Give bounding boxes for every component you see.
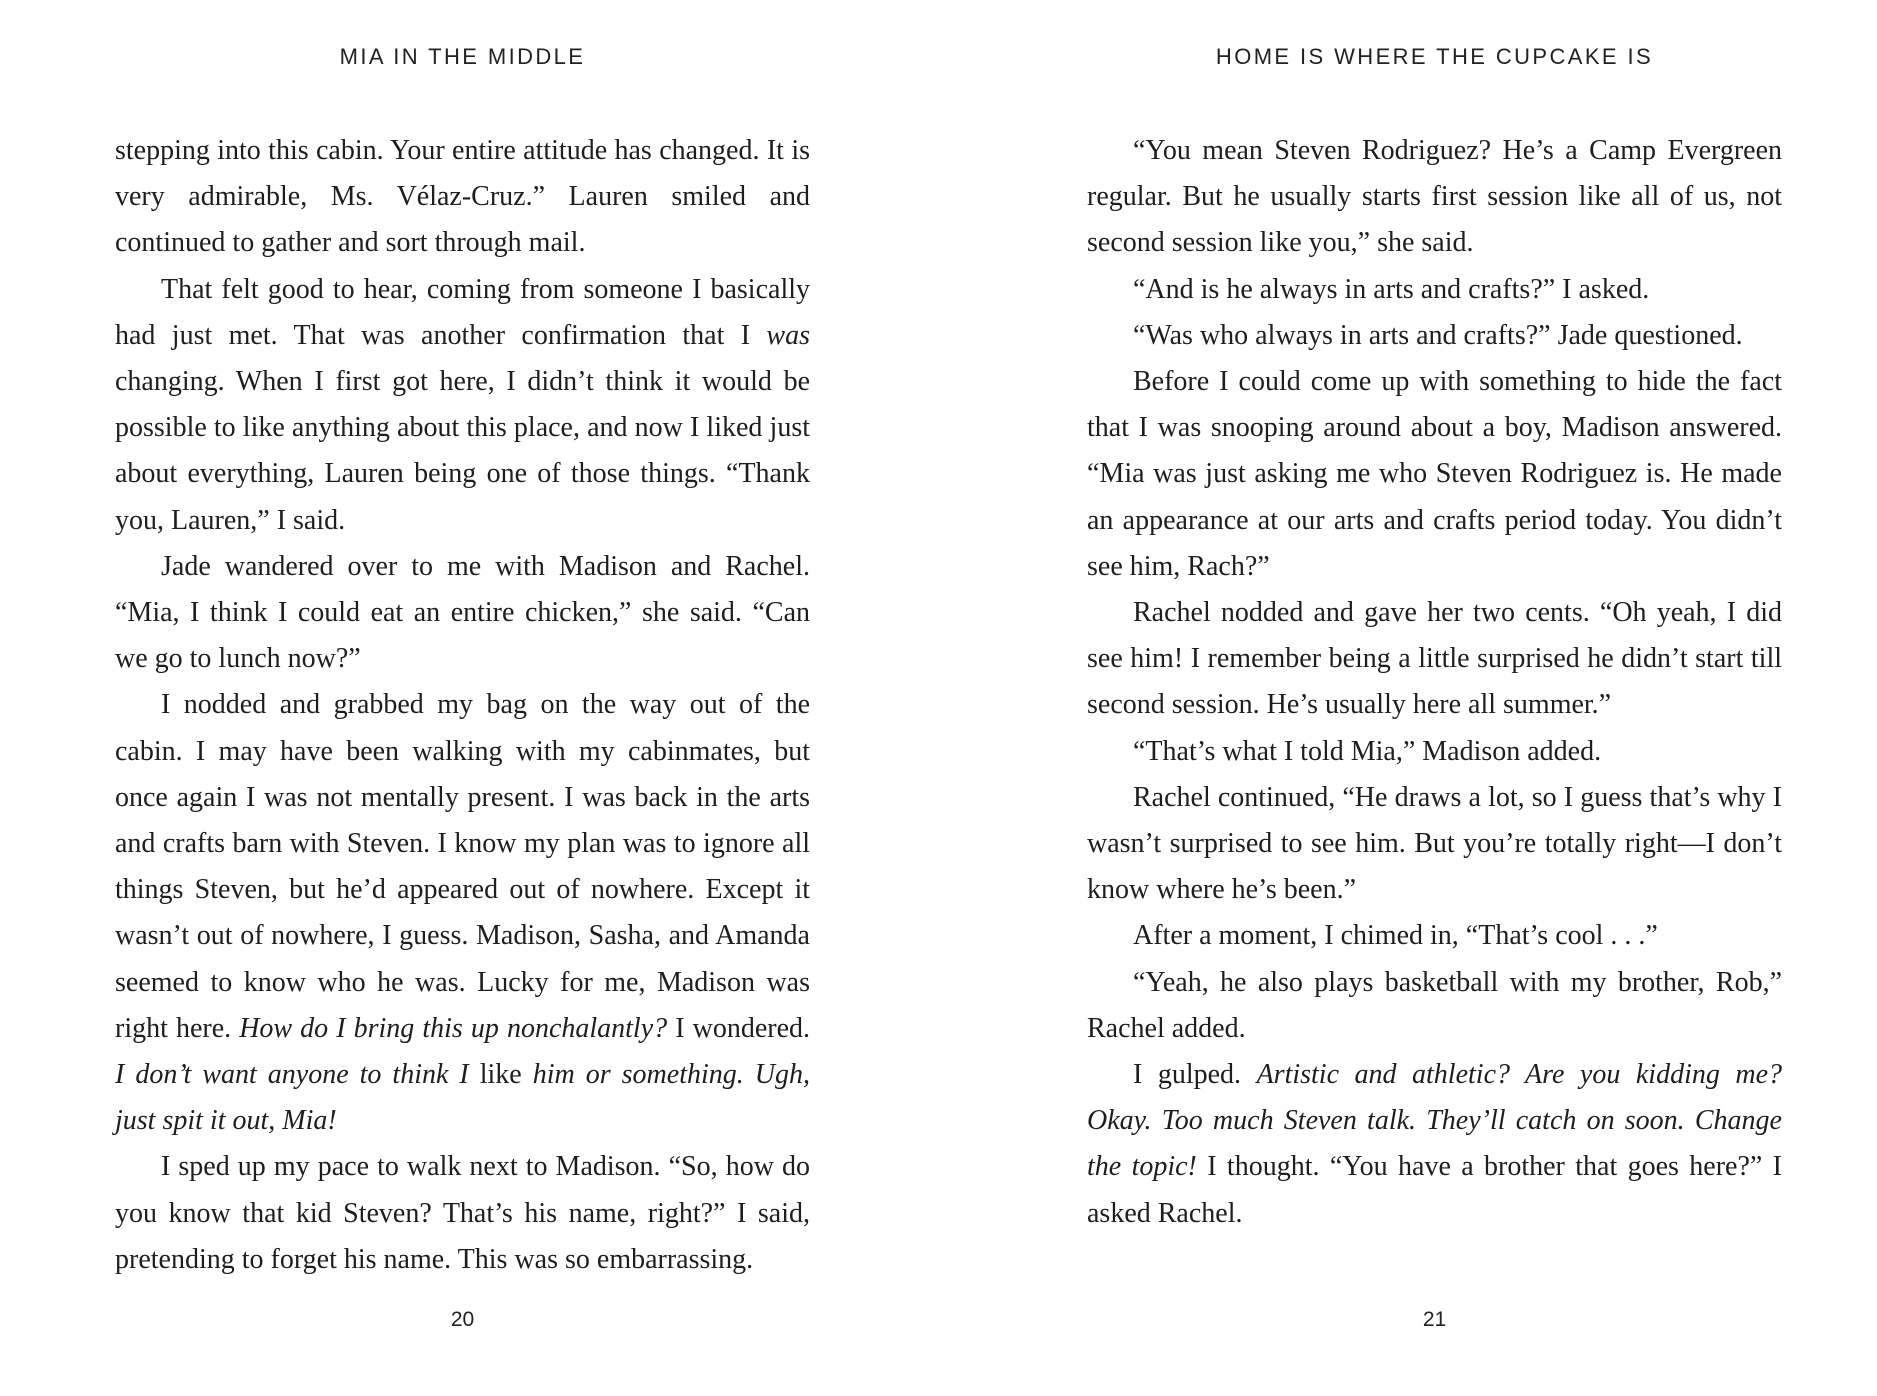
text-run: I wondered. — [667, 1012, 811, 1044]
right-page-text — [1087, 128, 1782, 1237]
italic-text: How do I bring this up nonchalantly? — [239, 1012, 668, 1044]
paragraph-9: “Yeah, he also plays basketball with my brother, Rob,” Rachel added. — [1087, 966, 1782, 1044]
text-run: changing. When I first got here, I didn’t think it would be possible to like anything about this place, and now I liked just about everything, Lauren being one of those things. “Thank you, Lauren,” I said. — [115, 366, 810, 536]
text-run: That felt good to hear, coming from someone I basically had just met. That was another confirmation that I — [115, 273, 810, 351]
paragraph-3: “Was who always in arts and crafts?” Jade questioned. — [1133, 319, 1743, 351]
left-page-text — [115, 128, 810, 1283]
page-number-left: 20 — [450, 1308, 475, 1331]
paragraph-2: “And is he always in arts and crafts?” I asked. — [1133, 273, 1650, 305]
paragraph-1: “You mean Steven Rodriguez? He’s a Camp Evergreen regular. But he usually starts first session like all of us, not second session like you,” she said. — [1087, 135, 1782, 259]
running-head-right: HOME IS WHERE THE CUPCAKE IS — [1215, 44, 1654, 69]
page-number-right: 21 — [1422, 1308, 1447, 1331]
paragraph-3: Jade wandered over to me with Madison and Rachel. “Mia, I think I could eat an entire chicken,” she said. “Can we go to lunch now?” — [115, 550, 810, 675]
italic-text: I don’t want anyone to think I — [115, 1059, 469, 1091]
running-head-left: MIA IN THE MIDDLE — [339, 44, 586, 69]
paragraph-6: “That’s what I told Mia,” Madison added. — [1133, 735, 1602, 767]
text-run: I thought. “You have a brother that goes here?” I asked Rachel. — [1087, 1151, 1782, 1229]
paragraph-7: Rachel continued, “He draws a lot, so I guess that’s why I wasn’t surprised to see him. But you’re totally right—I don’t know where he’s been.” — [1087, 781, 1782, 906]
paragraph-4: Before I could come up with something to hide the fact that I was snooping around about a boy, Madison answered. “Mia was just asking me who Steven Rodriguez is. He made an appearance at our arts and crafts period today. You didn’t see him, Rach?” — [1087, 366, 1782, 582]
left-page — [115, 0, 810, 1396]
text-run: I nodded and grabbed my bag on the way out of the cabin. I may have been walking with my cabinmates, but once again I was not mentally present. I was back in the arts and crafts barn with Steven. I know my plan was to ignore all things Steven, but he’d appeared out of nowhere. Except it wasn’t out of nowhere, I guess. Madison, Sasha, and Amanda seemed to know who he was. Lucky for me, Madison was right here. — [115, 689, 810, 1044]
right-page — [1087, 0, 1782, 1396]
italic-text: him or something. Ugh, just spit it out, Mia! — [115, 1059, 810, 1137]
text-run: like — [468, 1059, 533, 1091]
italic-text: Artistic and athletic? Are you kidding me? Okay. Too much Steven talk. They’ll catch on soon. Change the topic! — [1087, 1059, 1783, 1183]
paragraph-10 — [1087, 1052, 1782, 1237]
paragraph-5: I sped up my pace to walk next to Madison. “So, how do you know that kid Steven? That’s his name, right?” I said, pretending to forget his name. This was so embarrassing. — [115, 1151, 810, 1275]
paragraph-4 — [115, 682, 810, 1144]
paragraph-1: stepping into this cabin. Your entire attitude has changed. It is very admirable, Ms. Vélaz-Cruz.” Lauren smiled and continued to gather and sort through mail. — [115, 135, 810, 259]
paragraph-8: After a moment, I chimed in, “That’s cool . . .” — [1133, 920, 1658, 952]
paragraph-2 — [115, 267, 810, 544]
text-run: I gulped. — [1133, 1059, 1257, 1091]
paragraph-5: Rachel nodded and gave her two cents. “Oh yeah, I did see him! I remember being a little surprised he didn’t start till second session. He’s usually here all summer.” — [1087, 597, 1782, 721]
italic-text: was — [766, 319, 810, 351]
